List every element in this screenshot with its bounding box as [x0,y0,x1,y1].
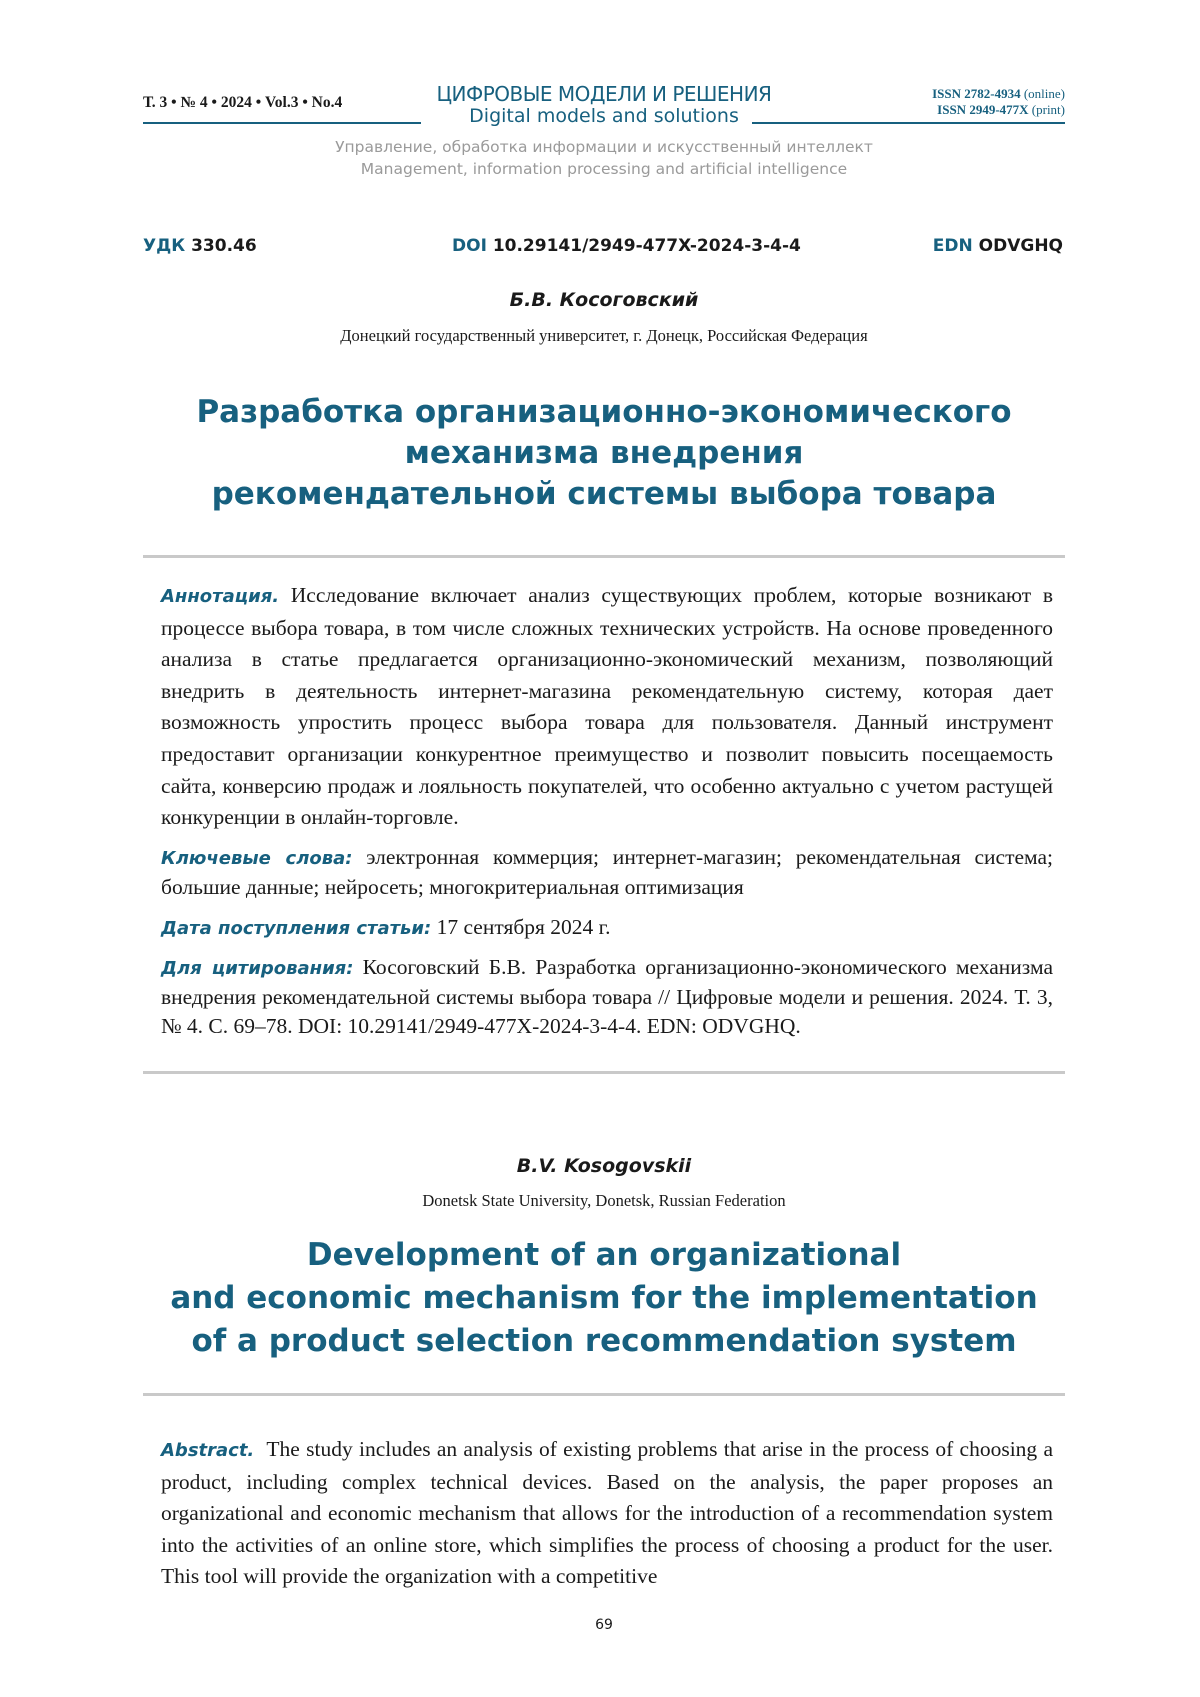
keywords-ru [161,843,1053,902]
title-en-line: and economic mechanism for the implementation [170,1280,1038,1316]
title-ru [143,392,1065,515]
date-value: 17 сентября 2024 г. [436,915,611,939]
author-en: B.V. Kosogovskii [516,1155,692,1177]
divider [143,1393,1065,1396]
issn-block [932,86,1065,118]
issn-online: ISSN 2782-4934 [932,86,1021,101]
edn-value: ODVGHQ [978,236,1063,256]
doi [452,236,801,256]
abstract-text-ru: Исследование включает анализ существующих проблем, которые возникают в процессе выбора товара, в том числе сложных технических устройств. На основе проведенного анализа в статье предлагается организационно-экономический механизм, позволяющий внедрить в деятельность интернет-магазина рекомендательную систему, которая дает возможность упростить процесс выбора товара для пользователя. Данный инструмент предоставит организации конкурентное преимущество и позволит повысить посещаемость сайта, конверсию продаж и лояльность покупателей, что особенно актуально с учетом растущей конкуренции в онлайн-торговле. [161,583,1054,830]
section-ru: Управление, обработка информации и искусственный интеллект [335,138,873,156]
affiliation-en: Donetsk State University, Donetsk, Russian Federation [422,1191,786,1210]
page-number: 69 [595,1617,613,1633]
date-label: Дата поступления статьи: [161,918,432,939]
edn [933,236,1063,256]
abstract-label-en: Abstract. [161,1440,255,1461]
title-ru-line: Разработка организационно-экономического [196,394,1012,430]
abstract-label-ru: Аннотация. [161,586,280,607]
issn-print-label: (print) [1031,102,1065,117]
doi-label: DOI [452,236,487,256]
journal-title-en: Digital models and solutions [469,105,739,127]
section-en: Management, information processing and artificial intelligence [360,160,848,178]
title-en [143,1234,1065,1363]
issn-online-label: (online) [1023,86,1065,101]
divider [143,1071,1065,1074]
abstract-en [161,1434,1053,1593]
edn-label: EDN [932,236,973,256]
keywords-text: электронная коммерция; интернет-магазин; рекомендательная система; большие данные; нейросеть; многокритериальная оптимизация [161,845,1054,899]
title-en-line: of a product selection recommendation system [191,1323,1017,1359]
udk-value: 330.46 [191,236,257,256]
header-rule-right [752,122,1065,124]
title-ru-line: механизма внедрения [404,435,804,471]
header-rule-left [143,122,421,124]
journal-title-ru: ЦИФРОВЫЕ МОДЕЛИ И РЕШЕНИЯ [436,82,772,106]
received-date [161,912,1053,945]
abstract-text-en: The study includes an analysis of existing problems that arise in the process of choosing a product, including complex technical devices. Based on the analysis, the paper proposes an organizational and economic mechanism that allows for the introduction of a recommendation system into the activities of an online store, which simplifies the process of choosing a product for the user. This tool will provide the organization with a competitive [161,1437,1053,1589]
citation [161,953,1053,1041]
citation-text: Косоговский Б.В. Разработка организационно-экономического механизма внедрения рекомендательной системы выбора товара // Цифровые модели и решения. 2024. Т. 3, № 4. С. 69–78. DOI: 10.29141/2949-477X-2024-3-4-4. EDN: ODVGHQ. [161,955,1053,1038]
doi-value: 10.29141/2949-477X-2024-3-4-4 [492,236,801,256]
udk [143,236,257,256]
citation-label: Для цитирования: [161,958,354,979]
author-ru: Б.В. Косоговский [509,289,699,311]
title-en-line: Development of an organizational [306,1237,902,1273]
affiliation-ru: Донецкий государственный университет, г. Донецк, Российская Федерация [340,326,868,345]
title-ru-line: рекомендательной системы выбора товара [211,476,997,512]
issn-print: ISSN 2949-477X [937,102,1029,117]
keywords-label: Ключевые слова: [161,848,353,869]
abstract-ru [161,580,1053,834]
udk-label: УДК [143,236,186,256]
divider [143,555,1065,558]
issue-info: Т. 3 • № 4 • 2024 • Vol.3 • No.4 [143,94,343,111]
